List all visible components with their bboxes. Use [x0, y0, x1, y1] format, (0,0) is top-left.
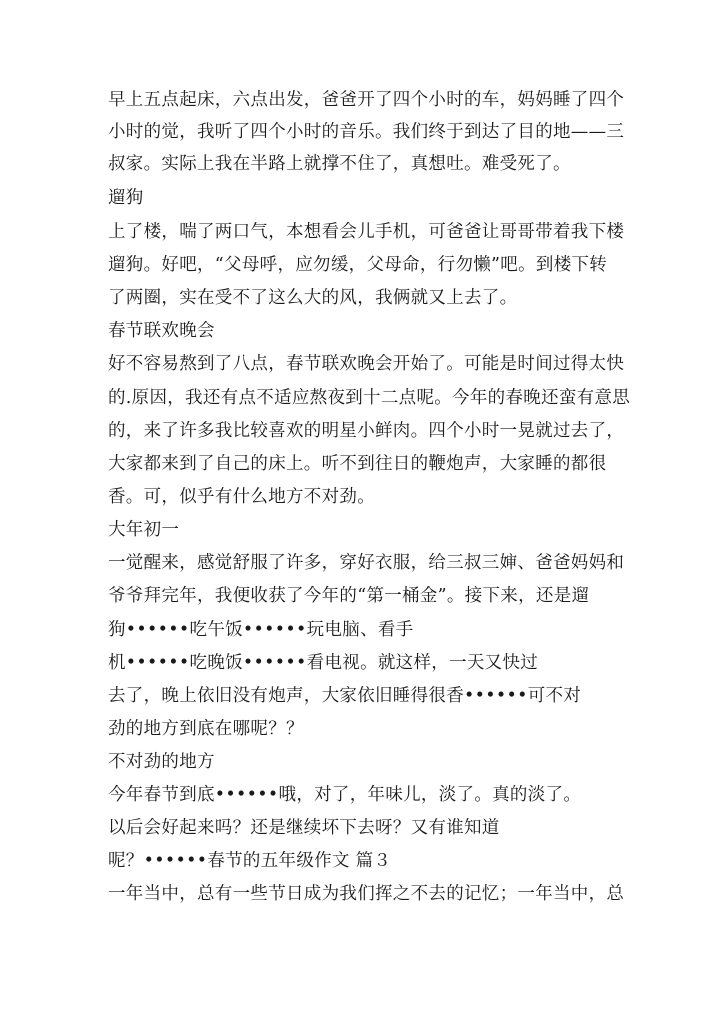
text-line: 狗••••••吃午饭••••••玩电脑、看手: [108, 620, 414, 640]
text-line: 大家都来到了自己的床上。听不到往日的鞭炮声，大家睡的都很: [108, 454, 607, 474]
text-line: 早上五点起床，六点出发，爸爸开了四个小时的车，妈妈睡了四个: [108, 90, 625, 110]
text-line: 的.原因，我还有点不适应熬夜到十二点呢。今年的春晚还蛮有意思: [108, 388, 631, 408]
text-line: 一觉醒来，感觉舒服了许多，穿好衣服，给三叔三婶、爸爸妈妈和: [108, 553, 625, 573]
text-line: 今年春节到底••••••哦，对了，年味儿，淡了。真的淡了。: [108, 785, 582, 805]
section-heading: 不对劲的地方: [108, 752, 215, 772]
section-heading: 遛狗: [108, 188, 144, 208]
text-line: 了两圈，实在受不了这么大的风，我俩就又上去了。: [108, 288, 518, 308]
text-line: 机••••••吃晚饭••••••看电视。就这样，一天又快过: [108, 653, 539, 673]
text-line: 小时的觉，我听了四个小时的音乐。我们终于到达了目的地——三: [108, 122, 625, 142]
section-heading: 大年初一: [108, 520, 180, 540]
text-line: 以后会好起来吗？还是继续坏下去呀？又有谁知道: [108, 818, 500, 838]
text-line: 的，来了许多我比较喜欢的明星小鲜肉。四个小时一晃就过去了，: [108, 421, 625, 441]
text-line: 爷爷拜完年，我便收获了今年的“第一桶金”。接下来，还是遛: [108, 586, 590, 606]
text-line: 香。可，似乎有什么地方不对劲。: [108, 487, 375, 507]
text-line: 劲的地方到底在哪呢？？: [108, 719, 304, 739]
text-line: 呢？••••••春节的五年级作文 篇３: [108, 851, 392, 871]
text-line: 好不容易熬到了八点，春节联欢晚会开始了。可能是时间过得太快: [108, 354, 625, 374]
text-line: 叔家。实际上我在半路上就撑不住了，真想吐。难受死了。: [108, 154, 571, 174]
section-heading: 春节联欢晚会: [108, 321, 215, 341]
text-line: 一年当中，总有一些节日成为我们挥之不去的记忆；一年当中，总: [108, 884, 625, 904]
text-line: 去了，晚上依旧没有炮声，大家依旧睡得很香••••••可不对: [108, 686, 582, 706]
text-line: 上了楼，喘了两口气，本想看会儿手机，可爸爸让哥哥带着我下楼: [108, 222, 625, 242]
text-line: 遛狗。好吧，“父母呼，应勿缓，父母命，行勿懒”吧。到楼下转: [108, 255, 608, 275]
